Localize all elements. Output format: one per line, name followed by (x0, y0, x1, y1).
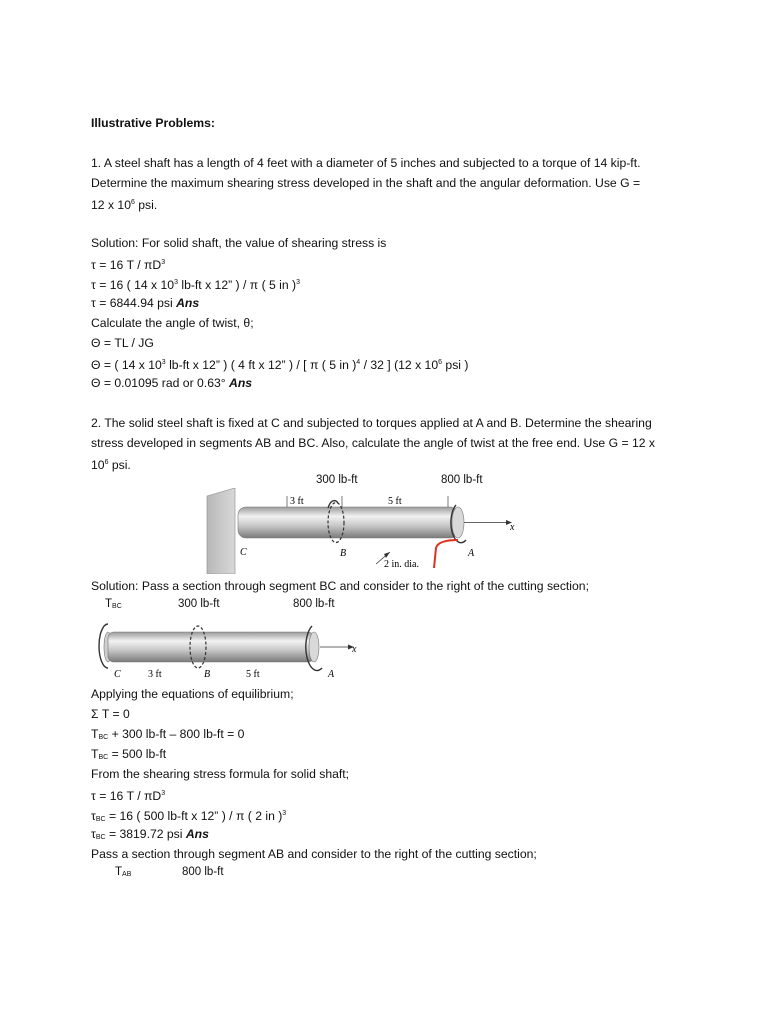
shear-bc-answer: τBC = 3819.72 psi Ans (91, 827, 209, 841)
fig1-cut-line (434, 540, 458, 568)
problem-1-line-1: 1. A steel shaft has a length of 4 feet with a diameter of 5 inches and subjected to a torque of 14 kip-ft. (91, 156, 641, 170)
solution-1-intro: Solution: For solid shaft, the value of shearing stress is (91, 236, 387, 250)
equilibrium-intro: Applying the equations of equilibrium; (91, 687, 294, 701)
formula-angle-substitution: Θ = ( 14 x $10^3$ lb-ft x 12” ) ( 4 ft x 12” ) / [ π ( 5 in )$^4$ / 32 ] (12 x $10^6$ psi ) (91, 358, 469, 372)
formula-angle-twist: Θ = TL / JG (91, 336, 154, 350)
heading: Illustrative Problems: (91, 116, 215, 130)
tbc-value: TBC = 500 lb-ft (91, 747, 167, 761)
fig2-shaft (108, 632, 314, 662)
fig1-shaft-diagram (200, 488, 530, 574)
problem-1-line-2: Determine the maximum shearing stress developed in the shaft and the angular deformation. Use G = (91, 176, 641, 190)
fig2-label-c: C (114, 669, 121, 680)
fig1-shaft-end (452, 507, 464, 538)
tab-label: TAB (115, 866, 132, 878)
fig2-label-a: A (328, 669, 335, 680)
shear-stress-answer: τ = 6844.94 psi Ans (91, 296, 200, 310)
fig1-len2: 5 ft (388, 496, 402, 507)
fig1-label-a: A (468, 548, 475, 559)
fig2-len1: 3 ft (148, 669, 162, 680)
formula-shear-stress: τ = 16 T / $\pi D^3$ (91, 258, 166, 272)
problem-2-line-1: 2. The solid steel shaft is fixed at C and subjected to torques applied at A and B. Determine the shearing (91, 416, 652, 430)
fig1-shaft (238, 507, 458, 538)
fig2-shaft-diagram (94, 616, 364, 682)
fig1-dia: 2 in. dia. (384, 559, 419, 570)
fig2-tbc-label: TBC (105, 598, 122, 610)
solution-2-intro: Solution: Pass a section through segment BC and consider to the right of the cutting section; (91, 579, 589, 593)
shear-bc-substitution: τBC = 16 ( 500 lb-ft x 12” ) / π ( 2 in )$^3$ (91, 809, 287, 823)
shear-formula: τ = 16 T / $\pi D^3$ (91, 789, 166, 803)
angle-answer: Θ = 0.01095 rad or 0.63° Ans (91, 376, 253, 390)
shear-formula-intro: From the shearing stress formula for solid shaft; (91, 767, 350, 781)
fig1-fixed-wall (207, 488, 235, 574)
fig1-len1: 3 ft (290, 496, 304, 507)
fig2-label-b: B (204, 669, 211, 680)
formula-substitution: τ = 16 ( 14 x $10^3$ lb-ft x 12” ) / π ( 5 in )$^3$ (91, 278, 301, 292)
problem-2-line-2: stress developed in segments AB and BC. Also, calculate the angle of twist at the free end. Use G = 12 x (91, 436, 655, 450)
fig2-torque-a-label: 800 lb-ft (293, 598, 335, 610)
fig1-torque-b-label: 300 lb-ft (316, 474, 358, 486)
fig2-axis-x: x (352, 644, 357, 655)
fig1-label-b: B (340, 548, 347, 559)
fig1-axis-x: x (510, 522, 515, 533)
sum-torque: Σ T = 0 (91, 707, 130, 721)
problem-1-line-3: 12 x $10^6$ psi. (91, 198, 158, 212)
angle-of-twist-intro: Calculate the angle of twist, θ; (91, 316, 254, 330)
problem-2-line-3: $10^6$ psi. (91, 458, 131, 472)
fig1-label-c: C (240, 547, 247, 558)
tab-torque-label: 800 lb-ft (182, 866, 224, 878)
fig2-torque-b-label: 300 lb-ft (178, 598, 220, 610)
section-ab-intro: Pass a section through segment AB and consider to the right of the cutting section; (91, 847, 537, 861)
equilibrium-equation: TBC + 300 lb-ft – 800 lb-ft = 0 (91, 727, 245, 741)
fig2-len2: 5 ft (246, 669, 260, 680)
fig1-torque-a-label: 800 lb-ft (441, 474, 483, 486)
